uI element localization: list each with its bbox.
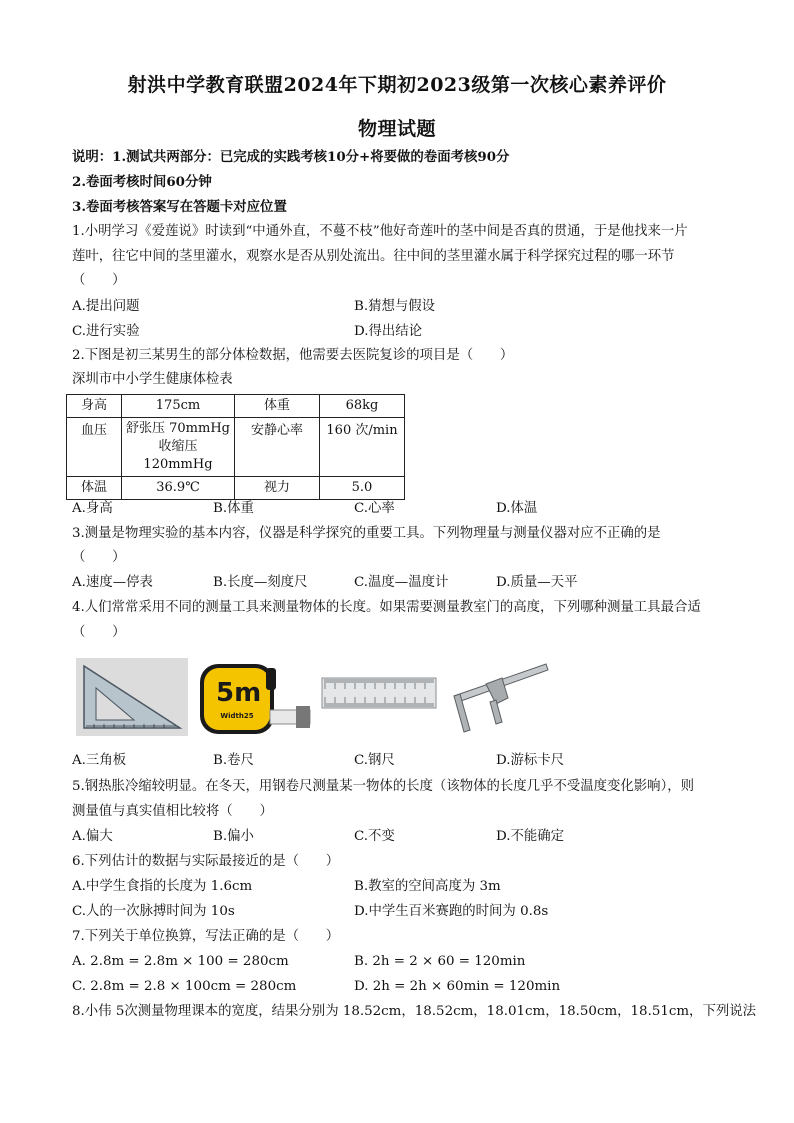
tape-sub-label: Width25 <box>220 712 254 720</box>
q7-stem: 7.下列关于单位换算，写法正确的是（ ） <box>72 929 340 944</box>
q4-option-d[interactable]: D.游标卡尺 <box>496 753 565 768</box>
q6-option-c[interactable]: C.人的一次脉搏时间为 10s <box>72 904 235 919</box>
q5-option-a[interactable]: A.偏大 <box>72 829 113 844</box>
blood-pressure-cell <box>122 418 235 477</box>
exam-title: 射洪中学教育联盟2024年下期初2023级第一次核心素养评价 <box>127 74 667 96</box>
q6-option-a[interactable]: A.中学生食指的长度为 1.6cm <box>72 879 253 894</box>
table-cell: 体重 <box>235 395 320 418</box>
q5-option-c[interactable]: C.不变 <box>354 829 395 844</box>
q3-option-d[interactable]: D.质量—天平 <box>496 575 578 590</box>
q1-option-a[interactable]: A.提出问题 <box>72 299 140 314</box>
diastolic-pressure: 舒张压 70mmHg <box>126 421 230 436</box>
q3-option-c[interactable]: C.温度—温度计 <box>354 575 449 590</box>
q7-option-b[interactable]: B. 2h = 2 × 60 = 120min <box>354 954 526 969</box>
q7-option-d[interactable]: D. 2h = 2h × 60min = 120min <box>354 979 561 994</box>
systolic-pressure: 收缩压 120mmHg <box>143 439 213 472</box>
table-cell: 体温 <box>67 477 122 500</box>
q2-option-d[interactable]: D.体温 <box>496 501 538 516</box>
table-row <box>67 418 405 477</box>
q4-option-b[interactable]: B.卷尺 <box>213 753 254 768</box>
q5-option-d[interactable]: D.不能确定 <box>496 829 565 844</box>
q2-option-c[interactable]: C.心率 <box>354 501 395 516</box>
q4-stem-line2: （ ） <box>72 625 126 640</box>
q4-stem-line1: 4.人们常常采用不同的测量工具来测量物体的长度。如果需要测量教室门的高度，下列哪种测量工具最合适 <box>72 600 701 615</box>
tape-measure-image <box>196 658 316 736</box>
q1-stem-line2: 莲叶，往它中间的茎里灌水，观察水是否从别处流出。往中间的茎里灌水属于科学探究过程的哪一环节 <box>72 249 675 264</box>
steel-ruler-image <box>320 658 438 736</box>
q6-stem: 6.下列估计的数据与实际最接近的是（ ） <box>72 854 340 869</box>
q7-option-a[interactable]: A. 2.8m = 2.8m × 100 = 280cm <box>72 954 289 969</box>
health-check-table <box>66 394 405 500</box>
table-cell: 175cm <box>122 395 235 418</box>
table-row <box>67 477 405 500</box>
q8-stem: 8.小伟 5次测量物理课本的宽度，结果分别为 18.52cm，18.52cm，18.01cm，18.50cm，18.51cm，下列说法 <box>72 1004 757 1019</box>
q2-option-a[interactable]: A.身高 <box>72 501 113 516</box>
table-cell: 160 次/min <box>320 418 405 477</box>
table-cell: 身高 <box>67 395 122 418</box>
vernier-caliper-image <box>446 658 550 736</box>
tape-label: 5m <box>216 678 262 708</box>
q3-option-b[interactable]: B.长度—刻度尺 <box>213 575 308 590</box>
q6-option-d[interactable]: D.中学生百米赛跑的时间为 0.8s <box>354 904 549 919</box>
table-cell: 安静心率 <box>235 418 320 477</box>
note-2: 2.卷面考核时间60分钟 <box>72 174 212 190</box>
q7-option-c[interactable]: C. 2.8m = 2.8 × 100cm = 280cm <box>72 979 297 994</box>
q2-stem: 2.下图是初三某男生的部分体检数据，他需要去医院复诊的项目是（ ） <box>72 348 514 363</box>
table-cell: 36.9℃ <box>122 477 235 500</box>
q3-stem-line2: （ ） <box>72 550 126 565</box>
table-row <box>67 395 405 418</box>
q2-table-caption: 深圳市中小学生健康体检表 <box>72 372 233 387</box>
q5-option-b[interactable]: B.偏小 <box>213 829 254 844</box>
q1-option-d[interactable]: D.得出结论 <box>354 324 423 339</box>
q3-stem-line1: 3.测量是物理实验的基本内容，仪器是科学探究的重要工具。下列物理量与测量仪器对应不正确的是 <box>72 526 661 541</box>
q1-stem-line3: （ ） <box>72 273 126 288</box>
q4-option-a[interactable]: A.三角板 <box>72 753 127 768</box>
table-cell: 68kg <box>320 395 405 418</box>
triangle-ruler-image <box>76 658 188 736</box>
table-cell: 5.0 <box>320 477 405 500</box>
q4-option-c[interactable]: C.钢尺 <box>354 753 395 768</box>
exam-subtitle: 物理试题 <box>357 118 436 140</box>
q5-stem-line2: 测量值与真实值相比较将（ ） <box>72 804 273 819</box>
q2-option-b[interactable]: B.体重 <box>213 501 254 516</box>
note-3: 3.卷面考核答案写在答题卡对应位置 <box>72 199 287 215</box>
q3-option-a[interactable]: A.速度—停表 <box>72 575 153 590</box>
q6-option-b[interactable]: B.教室的空间高度为 3m <box>354 879 501 894</box>
table-cell: 血压 <box>67 418 122 477</box>
q1-stem-line1: 1.小明学习《爱莲说》时读到“中通外直，不蔓不枝”他好奇莲叶的茎中间是否真的贯通，于是他找来一片 <box>72 224 688 239</box>
note-1: 说明：1.测试共两部分：已完成的实践考核10分+将要做的卷面考核90分 <box>72 149 510 165</box>
q1-option-c[interactable]: C.进行实验 <box>72 324 140 339</box>
table-cell: 视力 <box>235 477 320 500</box>
q1-option-b[interactable]: B.猜想与假设 <box>354 299 436 314</box>
q5-stem-line1: 5.钢热胀冷缩较明显。在冬天，用钢卷尺测量某一物体的长度（该物体的长度几乎不受温度变化影响），则 <box>72 779 695 794</box>
